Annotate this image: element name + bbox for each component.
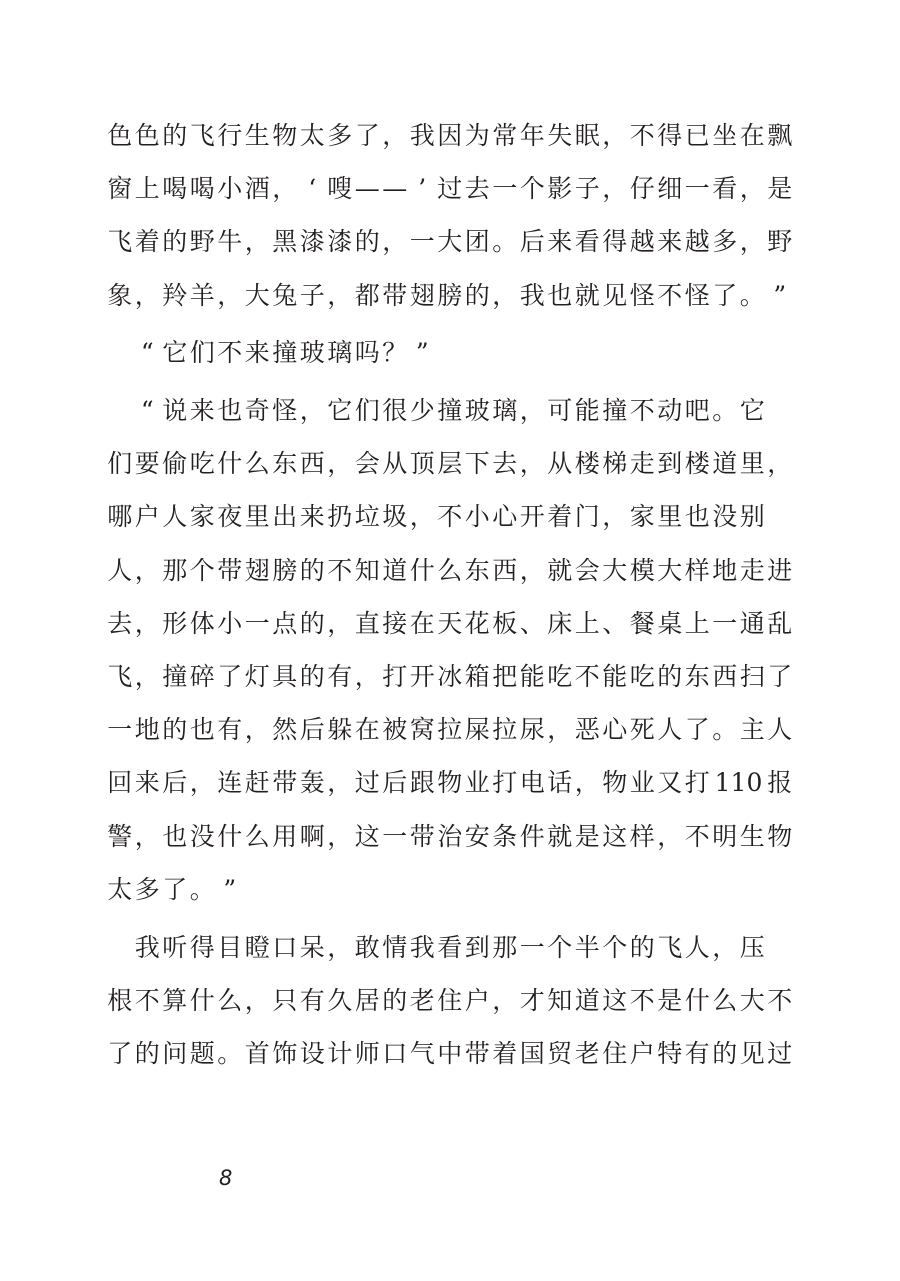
- text-line: “ 说来也奇怪，它们很少撞玻璃，可能撞不动吧。它: [140, 396, 765, 425]
- text-line: 了的问题。首饰设计师口气中带着国贸老住户特有的见过: [107, 1038, 793, 1068]
- page-number: 8: [219, 1166, 233, 1190]
- text-line: 根不算什么，只有久居的老住户，才知道这不是什么大不: [107, 985, 793, 1015]
- text-line: 去，形体小一点的，直接在天花板、床上、餐桌上一通乱: [107, 608, 793, 638]
- text-line: 回来后，连赶带轰，过后跟物业打电话，物业又打 110 报: [107, 768, 793, 798]
- text-line: 象，羚羊，大兔子，都带翅膀的，我也就见怪不怪了。 ”: [107, 280, 787, 310]
- text-line: 一地的也有，然后躲在被窝拉屎拉尿，恶心死人了。主人: [107, 715, 793, 745]
- text-line: 飞着的野牛，黑漆漆的，一大团。后来看得越来越多，野: [107, 227, 793, 257]
- text-line: “ 它们不来撞玻璃吗？ ”: [140, 338, 429, 368]
- text-line: 太多了。 ”: [107, 874, 237, 904]
- text-line: 人，那个带翅膀的不知道什么东西，就会大模大样地走进: [107, 555, 793, 585]
- text-line: 飞，撞碎了灯具的有，打开冰箱把能吃不能吃的东西扫了: [107, 662, 793, 691]
- text-line: 警，也没什么用啊，这一带治安条件就是这样，不明生物: [107, 821, 793, 851]
- text-line: 哪户人家夜里出来扔垃圾，不小心开着门，家里也没别: [107, 502, 765, 532]
- text-line: 我听得目瞪口呆，敢情我看到那一个半个的飞人，压: [134, 932, 765, 962]
- text-line: 色色的飞行生物太多了，我因为常年失眠，不得已坐在飘: [107, 121, 793, 150]
- text-line: 窗上喝喝小酒， ‘ 嗖 — — ’ 过去一个影子，仔细一看，是: [107, 174, 793, 204]
- text-line: 们要偷吃什么东西，会从顶层下去，从楼梯走到楼道里，: [107, 449, 793, 479]
